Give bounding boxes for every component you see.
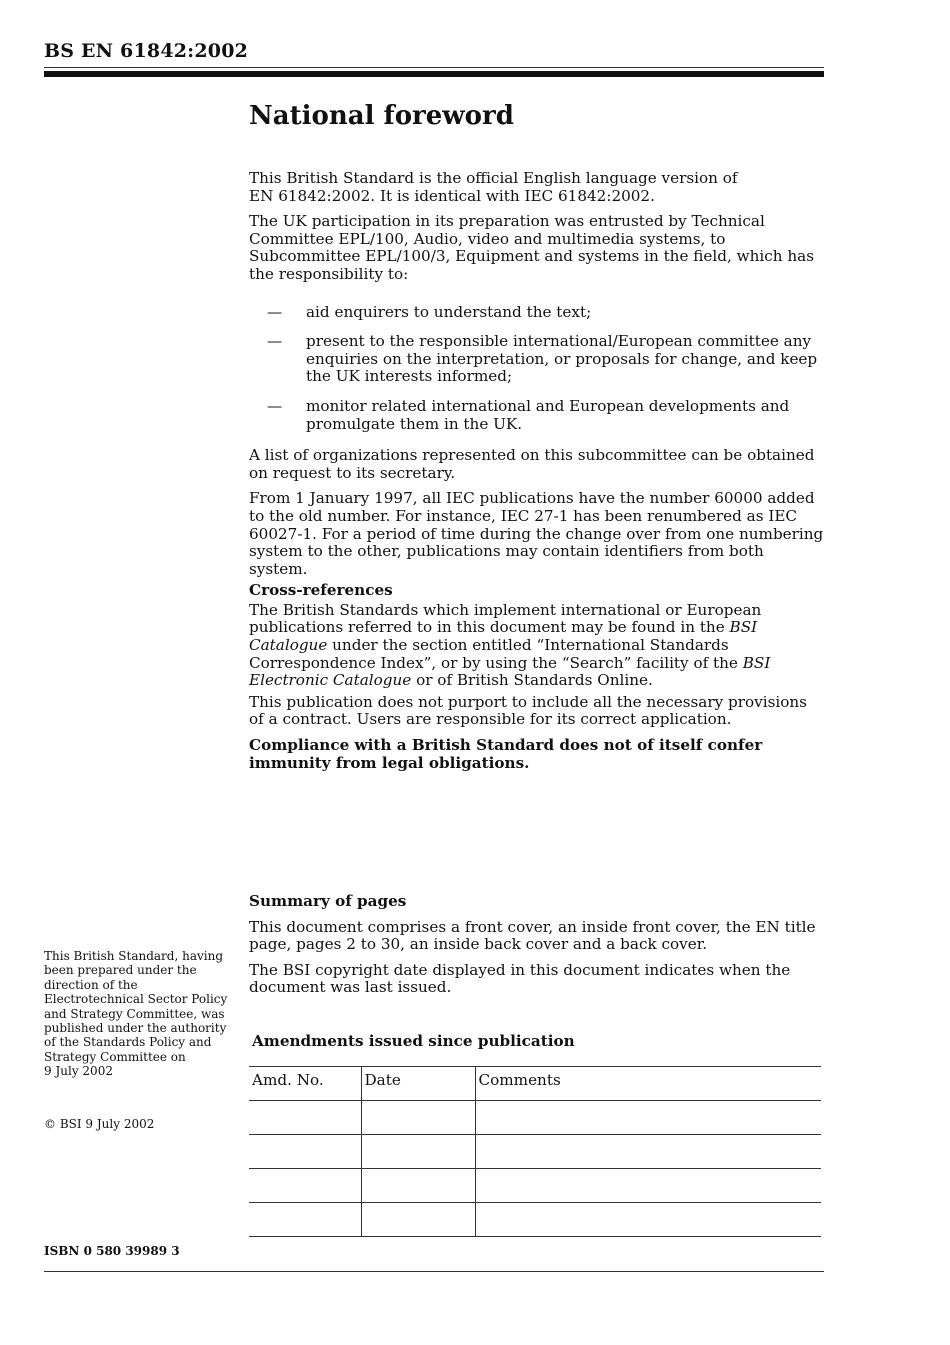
list-dash: — bbox=[267, 302, 283, 321]
bsi-catalogue: BSI Catalogue bbox=[249, 618, 758, 655]
list-item bbox=[249, 398, 824, 433]
summary-of-pages bbox=[249, 893, 824, 1005]
table-cell bbox=[475, 1169, 821, 1203]
intro-line-2: EN 61842:2002. It is identical with IEC 61842:2002. bbox=[249, 186, 655, 205]
table-cell bbox=[475, 1101, 821, 1135]
summary-pages-paragraph: This document comprises a front cover, an inside front cover, the EN title page, pages 2 to 30, an inside back cover and a back cover. bbox=[249, 917, 816, 954]
intro-paragraph-1 bbox=[249, 170, 824, 205]
column-header-comments: Comments bbox=[475, 1067, 821, 1101]
cross-references-paragraph bbox=[249, 602, 824, 690]
column-header-amd-no: Amd. No. bbox=[249, 1067, 361, 1101]
summary-heading: Summary of pages bbox=[249, 892, 407, 910]
table-row bbox=[249, 1101, 821, 1135]
table-cell bbox=[249, 1135, 361, 1169]
copyright-notice: © BSI 9 July 2002 bbox=[44, 1117, 155, 1131]
publication-note bbox=[44, 949, 229, 1079]
summary-copyright-paragraph: The BSI copyright date displayed in this document indicates when the document was last issued. bbox=[249, 960, 791, 997]
foreword-body bbox=[249, 100, 824, 780]
table-cell bbox=[361, 1203, 475, 1237]
standard-id: BS EN 61842:2002 bbox=[44, 40, 249, 62]
column-header-date: Date bbox=[361, 1067, 475, 1101]
table-cell bbox=[361, 1135, 475, 1169]
table-cell bbox=[249, 1101, 361, 1135]
list-item-text: present to the responsible international/European committee any enquiries on the interpretation, or proposals for change, and keep the UK interests informed; bbox=[306, 332, 818, 386]
bsi-electronic-catalogue: BSI Electronic Catalogue bbox=[249, 653, 771, 690]
header-rule-thick bbox=[44, 71, 824, 77]
publication-note-text: This British Standard, having been prepared under the direction of the Electrotechnical Sector Policy and Strategy Committee, was published under the authority of the Standards Policy and Strategy Committee on bbox=[44, 949, 228, 1064]
table-cell bbox=[249, 1169, 361, 1203]
table-header-row bbox=[249, 1067, 821, 1101]
table-row bbox=[249, 1203, 821, 1237]
table-cell bbox=[361, 1169, 475, 1203]
cross-ref-text-3: or of British Standards Online. bbox=[411, 671, 653, 690]
compliance-statement: Compliance with a British Standard does not of itself confer immunity from legal obligations. bbox=[249, 736, 763, 772]
numbering-paragraph: From 1 January 1997, all IEC publications have the number 60000 added to the old number. For instance, IEC 27-1 has been renumbered as IEC 60027-1. For a period of time during the change over from one numbering system to the other, publications may contain identifiers from both system. bbox=[249, 489, 824, 578]
publication-note-date: 9 July 2002 bbox=[44, 1064, 113, 1079]
table-cell bbox=[475, 1135, 821, 1169]
page-title: National foreword bbox=[249, 101, 514, 131]
intro-paragraph-2: The UK participation in its preparation was entrusted by Technical Committee EPL/100, Audio, video and multimedia systems, to Subcommittee EPL/100/3, Equipment and systems in the field, which has the responsibility to: bbox=[249, 212, 815, 283]
table-row bbox=[249, 1135, 821, 1169]
isbn: ISBN 0 580 39989 3 bbox=[44, 1244, 180, 1258]
table-cell bbox=[361, 1101, 475, 1135]
amendments-title: Amendments issued since publication bbox=[252, 1032, 575, 1050]
table-cell bbox=[475, 1203, 821, 1237]
intro-line-1: This British Standard is the official English language version of bbox=[249, 169, 738, 187]
list-item-text: aid enquirers to understand the text; bbox=[306, 302, 592, 321]
header-rule-thin bbox=[44, 67, 824, 68]
cross-ref-text-1: The British Standards which implement international or European publications referred to in this document may be found in the bbox=[249, 600, 762, 637]
list-dash: — bbox=[267, 332, 283, 351]
cross-ref-text-2: under the section entitled “International Standards Correspondence Index”, or by using the “Search” facility of the bbox=[249, 636, 743, 672]
amendments-table bbox=[249, 1066, 821, 1237]
organizations-paragraph: A list of organizations represented on this subcommittee can be obtained on request to its secretary. bbox=[249, 446, 815, 482]
list-item-text: monitor related international and European developments and promulgate them in the UK. bbox=[306, 396, 790, 433]
table-cell bbox=[249, 1203, 361, 1237]
list-item bbox=[249, 333, 824, 386]
footer-rule bbox=[44, 1271, 824, 1272]
cross-references-heading: Cross-references bbox=[249, 581, 393, 600]
list-item bbox=[249, 304, 824, 322]
table-row bbox=[249, 1169, 821, 1203]
responsibility-list bbox=[249, 304, 824, 434]
list-dash: — bbox=[267, 396, 283, 415]
provisions-paragraph: This publication does not purport to include all the necessary provisions of a contract. Users are responsible for its correct application. bbox=[249, 692, 807, 729]
